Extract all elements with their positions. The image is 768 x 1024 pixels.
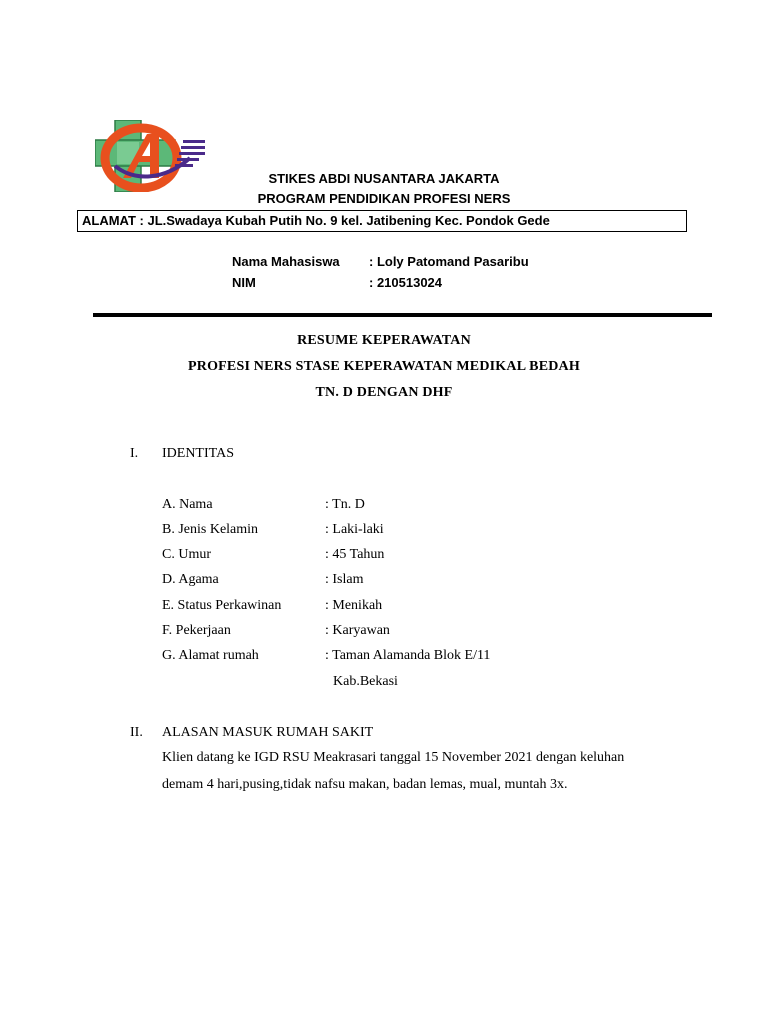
identity-value-jenis-kelamin: : Laki-laki (325, 522, 384, 537)
address-box: ALAMAT : JL.Swadaya Kubah Putih No. 9 kel. Jatibening Kec. Pondok Gede (77, 210, 687, 232)
identity-value-alamat: : Taman Alamanda Blok E/11 (325, 648, 491, 663)
identity-label-nama: A. Nama (162, 497, 213, 512)
identity-label-agama: D. Agama (162, 572, 219, 587)
identity-value-alamat-cont: Kab.Bekasi (333, 674, 398, 689)
section-2-paragraph-line-2: demam 4 hari,pusing,tidak nafsu makan, badan lemas, mual, muntah 3x. (162, 777, 568, 792)
section-2-paragraph-line-1: Klien datang ke IGD RSU Meakrasari tanggal 15 November 2021 dengan keluhan (162, 750, 625, 765)
section-2-title: ALASAN MASUK RUMAH SAKIT (162, 725, 374, 740)
student-name-label: Nama Mahasiswa (232, 254, 340, 269)
identity-value-pekerjaan: : Karyawan (325, 623, 390, 638)
identity-value-umur: : 45 Tahun (325, 547, 385, 562)
identity-label-umur: C. Umur (162, 547, 211, 562)
header-divider (93, 313, 712, 317)
document-patient-title: TN. D DENGAN DHF (315, 385, 453, 400)
program-name: PROGRAM PENDIDIKAN PROFESI NERS (257, 191, 511, 206)
document-subtitle: PROFESI NERS STASE KEPERAWATAN MEDIKAL BEDAH (188, 359, 580, 374)
institution-name: STIKES ABDI NUSANTARA JAKARTA (268, 171, 500, 186)
identity-label-jenis-kelamin: B. Jenis Kelamin (162, 522, 259, 537)
identity-label-status: E. Status Perkawinan (162, 598, 282, 613)
section-1-title: IDENTITAS (162, 446, 234, 461)
section-1-number: I. (130, 446, 139, 461)
identity-label-alamat: G. Alamat rumah (162, 648, 259, 663)
section-2-number: II. (130, 725, 143, 740)
identity-value-agama: : Islam (325, 572, 364, 587)
document-title: RESUME KEPERAWATAN (297, 333, 471, 348)
student-nim-value: : 210513024 (369, 275, 443, 290)
identity-value-status: : Menikah (325, 598, 383, 613)
identity-label-pekerjaan: F. Pekerjaan (162, 623, 231, 638)
student-nim-label: NIM (232, 275, 256, 290)
identity-value-nama: : Tn. D (325, 497, 365, 512)
student-name-value: : Loly Patomand Pasaribu (369, 254, 529, 269)
